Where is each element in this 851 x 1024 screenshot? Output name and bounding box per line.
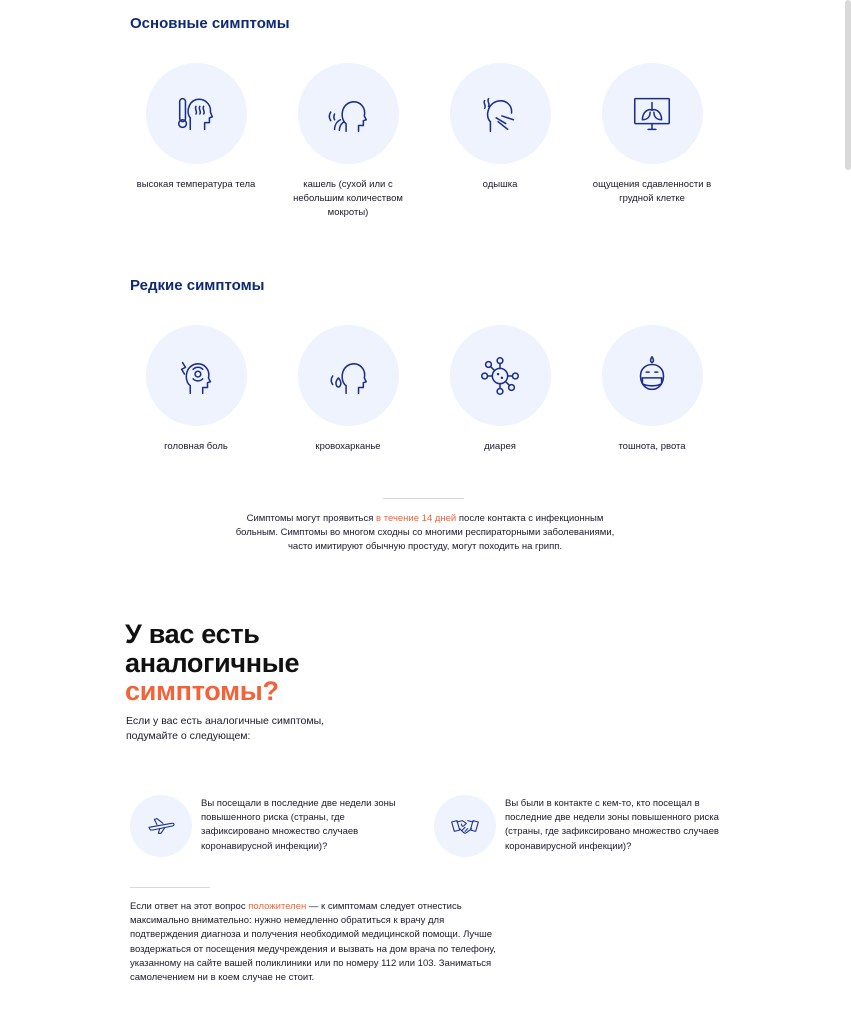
- shortness-of-breath-icon: [477, 91, 523, 137]
- symptom-circle: [450, 63, 551, 164]
- intro-text: Если у вас есть аналогичные симптомы, подумайте о следующем:: [126, 715, 325, 742]
- symptom-label: кровохарканье: [315, 441, 381, 452]
- symptom-circle: [146, 325, 247, 426]
- main-symptoms-grid: [120, 63, 728, 220]
- symptom-card: [424, 325, 576, 454]
- headache-icon: [173, 353, 219, 399]
- symptom-card: [424, 63, 576, 220]
- handshake-icon: [449, 810, 481, 842]
- symptom-circle: [298, 325, 399, 426]
- question-card: [434, 795, 719, 857]
- scrollbar[interactable]: [845, 0, 851, 170]
- divider: [130, 887, 210, 888]
- symptom-circle: [602, 325, 703, 426]
- answer-note: [130, 900, 502, 985]
- rare-symptoms-title: Редкие симптомы: [130, 277, 265, 294]
- symptom-label: тошнота, рвота: [618, 441, 686, 452]
- divider: [383, 498, 464, 499]
- question-text: Вы посещали в последние две недели зоны повышенного риска (страны, где зафиксировано множество случаев коронавирусной инфекции)?: [201, 798, 396, 852]
- symptom-card: [272, 63, 424, 220]
- cough-icon: [325, 91, 371, 137]
- answer-text: Если ответ на этот вопрос: [130, 901, 249, 912]
- question-circle: [434, 795, 496, 857]
- similar-symptoms-title: [125, 620, 299, 706]
- airplane-icon: [145, 810, 177, 842]
- symptom-circle: [450, 325, 551, 426]
- note-text: Симптомы могут проявиться: [246, 513, 377, 524]
- symptom-label: головная боль: [164, 441, 228, 452]
- question-text: Вы были в контакте с кем-то, кто посещал в последние две недели зоны повышенного риска (страны, где зафиксировано множество случаев коронавирусной инфекции)?: [505, 798, 719, 852]
- symptom-label: высокая температура тела: [136, 179, 256, 190]
- symptom-label: кашель (сухой или с небольшим количеством мокроты): [293, 179, 403, 218]
- answer-highlight: положителен: [248, 901, 307, 912]
- title-highlight: симптомы?: [125, 676, 279, 706]
- nausea-icon: [629, 353, 675, 399]
- title-line: У вас есть: [125, 619, 260, 649]
- thermometer-head-icon: [173, 91, 219, 137]
- question-card: [130, 795, 410, 857]
- main-symptoms-title: Основные симптомы: [130, 15, 290, 32]
- virus-icon: [477, 353, 523, 399]
- symptom-label: одышка: [482, 179, 518, 190]
- symptom-label: ощущения сдавленности в грудной клетке: [592, 179, 712, 204]
- symptom-card: [120, 63, 272, 220]
- symptom-circle: [298, 63, 399, 164]
- hemoptysis-icon: [325, 353, 371, 399]
- rare-symptoms-grid: [120, 325, 728, 454]
- symptom-card: [576, 325, 728, 454]
- title-line: аналогичные: [125, 647, 300, 678]
- symptom-circle: [602, 63, 703, 164]
- note-highlight: в течение 14 дней: [376, 513, 457, 524]
- incubation-note: [225, 512, 625, 555]
- note-text: после контакта с инфекционным больным. Симптомы во многом сходны со многими респираторными заболеваниями, часто имитируют обычную простуду, могут походить на грипп.: [235, 513, 615, 553]
- lungs-monitor-icon: [629, 91, 675, 137]
- symptom-card: [120, 325, 272, 454]
- symptom-card: [272, 325, 424, 454]
- symptom-circle: [146, 63, 247, 164]
- question-circle: [130, 795, 192, 857]
- answer-text: — к симптомам следует отнестись максимально внимательно: нужно немедленно обратиться к врачу для подтверждения диагноза и получения необходимой медицинской помощи. Лучше воздержаться от посещения медучреждения и вызвать на дом врача по телефону, указанному на сайте вашей поликлиники или по номеру 112 или 103. Заниматься самолечением ни в коем случае не стоит.: [130, 901, 496, 984]
- symptom-label: диарея: [484, 441, 516, 452]
- symptom-card: [576, 63, 728, 220]
